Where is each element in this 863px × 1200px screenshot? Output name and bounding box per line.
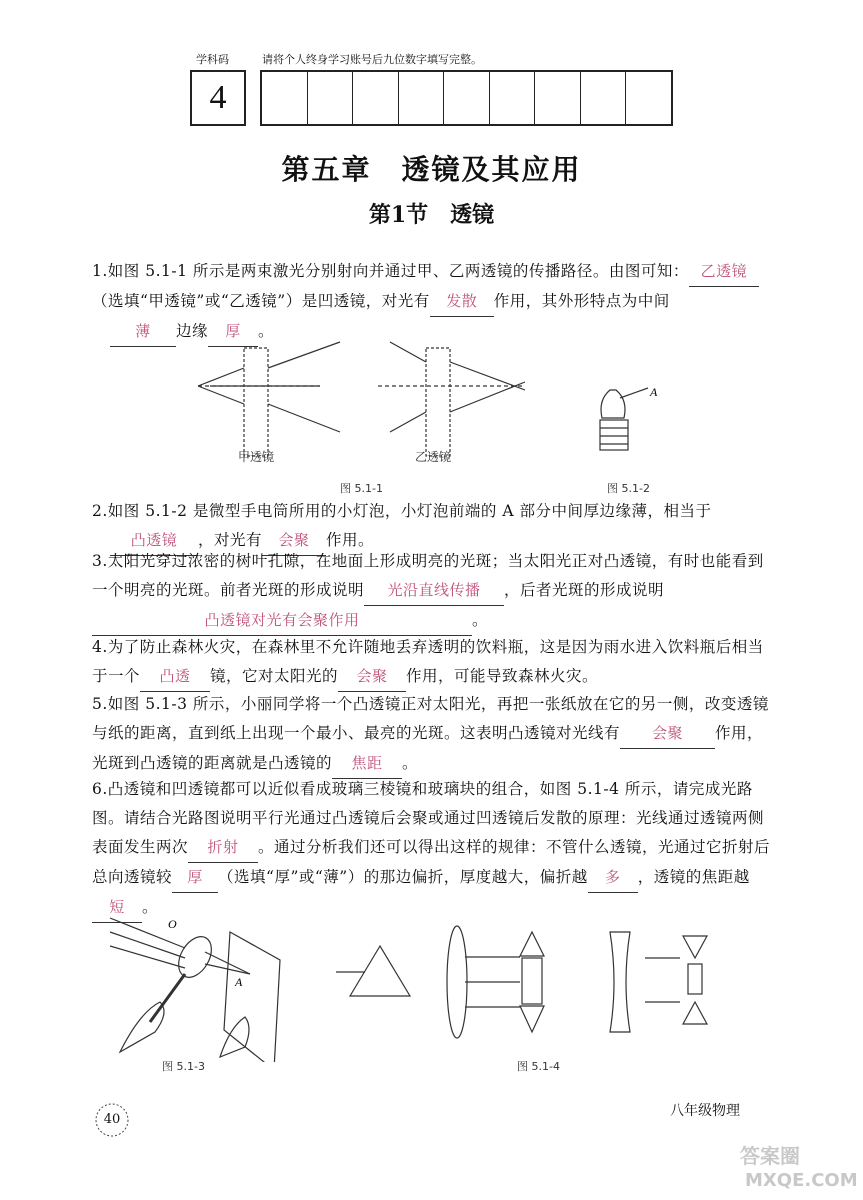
subject-code-box: 4 [190,70,246,126]
question-3 [92,547,772,636]
digit-box[interactable] [308,72,354,124]
q3-text-3: 。 [472,611,489,629]
question-5 [92,690,772,779]
account-instruction: 请将个人终身学习账号后九位数字填写完整。 [262,53,482,66]
lens-a-outline [244,348,268,456]
question-1 [92,257,772,347]
watermark-url: MXQE.COM [745,1170,858,1191]
lens-a-label: 甲透镜 [238,450,275,464]
q5-answer-2[interactable]: 焦距 [332,749,402,779]
q2-text-3: 作用。 [326,531,375,549]
digit-box[interactable] [444,72,490,124]
q5-text-1: 5.如图 5.1-3 所示，小丽同学将一个凸透镜正对太阳光，再把一张纸放在它的另一侧，改变透镜与纸的距离，直到纸上出现一个最小、最亮的光斑。这表明凸透镜对光线有 [92,695,769,742]
q1-text-2: （选填“甲透镜”或“乙透镜”）是凹透镜，对光有 [92,292,430,310]
q4-text-3: 作用，可能导致森林火灾。 [406,667,599,685]
q2-answer-2[interactable]: 会聚 [262,526,326,556]
q3-text-2: ，后者光斑的形成说明 [504,581,665,599]
q6-text-5: 。 [142,898,159,916]
account-digit-boxes[interactable] [260,70,673,126]
q1-answer-2[interactable]: 发散 [430,287,494,317]
lens-b-label: 乙透镜 [415,450,452,464]
q6-text-4: ，透镜的焦距越 [637,868,750,886]
chapter-title: 第五章 透镜及其应用 [281,153,582,186]
q6-answer-1[interactable]: 折射 [188,833,258,863]
book-label: 八年级物理 [670,1103,740,1119]
q1-answer-4[interactable]: 厚 [208,317,258,347]
digit-box[interactable] [262,72,308,124]
digit-box[interactable] [535,72,581,124]
subject-code-label: 学科码 [196,53,229,66]
q5-text-2: 作用，光斑到凸透镜的距离就是凸透镜的 [92,724,764,772]
q3-answer-1[interactable]: 光沿直线传播 [364,576,504,606]
bulb-label: A [650,385,658,399]
q2-text-1: 2.如图 5.1-2 是微型手电筒所用的小灯泡，小灯泡前端的 A 部分中间厚边缘薄，相当于 [92,502,712,520]
q4-answer-1[interactable]: 凸透 [140,662,210,692]
watermark-logo: 答案圈 [740,1144,800,1168]
question-6 [92,775,772,923]
q1-text-3: 作用，其外形特点为中间 [493,292,670,310]
q1-text-5: 。 [258,322,275,340]
figure-5-1-3-caption: 图 5.1-3 [162,1060,205,1073]
q1-text-4: 边缘 [176,322,209,340]
q6-answer-2[interactable]: 厚 [172,863,218,893]
figure-5-1-2-caption: 图 5.1-2 [607,482,650,495]
q5-text-3: 。 [402,754,419,772]
q6-text-2: 。通过分析我们还可以得出这样的规律：不管什么透镜，光通过它折射后总向透镜较 [92,838,771,886]
q6-text-1: 6.凸透镜和凹透镜都可以近似看成玻璃三棱镜和玻璃块的组合，如图 5.1-4 所示，请完成光路图。请结合光路图说明平行光通过凸透镜后会聚或通过凹透镜后发散的原理：光线通过透镜两侧表面发生两次 [92,780,765,856]
q5-answer-1[interactable]: 会聚 [620,719,715,749]
label-o: O [168,917,177,931]
q3-text-1: 3.太阳光穿过浓密的树叶孔隙，在地面上形成明亮的光斑；当太阳光正对凸透镜，有时也能看到一个明亮的光斑。前者光斑的形成说明 [92,552,764,599]
q6-text-3: （选填“厚”或“薄”）的那边偏折，厚度越大，偏折越 [218,868,588,886]
q1-answer-3[interactable]: 薄 [110,317,176,347]
page-number: 40 [103,1112,121,1127]
digit-box[interactable] [581,72,627,124]
figure-5-1-4-caption: 图 5.1-4 [517,1060,560,1073]
q3-answer-2[interactable]: 凸透镜对光有会聚作用 [92,606,472,636]
digit-box[interactable] [399,72,445,124]
q2-text-2: ，对光有 [198,531,263,549]
lens-b-outline [426,348,450,456]
q6-answer-3[interactable]: 多 [588,863,638,893]
figure-prism-lens [100,912,740,1062]
q4-answer-2[interactable]: 会聚 [338,662,406,692]
q4-text-2: 镜，它对太阳光的 [210,667,339,685]
q2-answer-1[interactable]: 凸透镜 [110,526,198,556]
q4-text-1: 4.为了防止森林火灾，在森林里不允许随地丢弃透明的饮料瓶，这是因为雨水进入饮料瓶后相当于一个 [92,638,764,685]
q1-answer-1[interactable]: 乙透镜 [689,257,759,287]
question-4 [92,633,772,692]
label-a: A [235,975,243,989]
digit-box[interactable] [626,72,671,124]
digit-box[interactable] [490,72,536,124]
q6-answer-4[interactable]: 短 [92,893,142,923]
figure-5-1-1-caption: 图 5.1-1 [340,482,383,495]
q1-text-1: 1.如图 5.1-1 所示是两束激光分别射向并通过甲、乙两透镜的传播路径。由图可知： [92,262,689,280]
section-title: 第1节 透镜 [368,202,495,228]
digit-box[interactable] [353,72,399,124]
